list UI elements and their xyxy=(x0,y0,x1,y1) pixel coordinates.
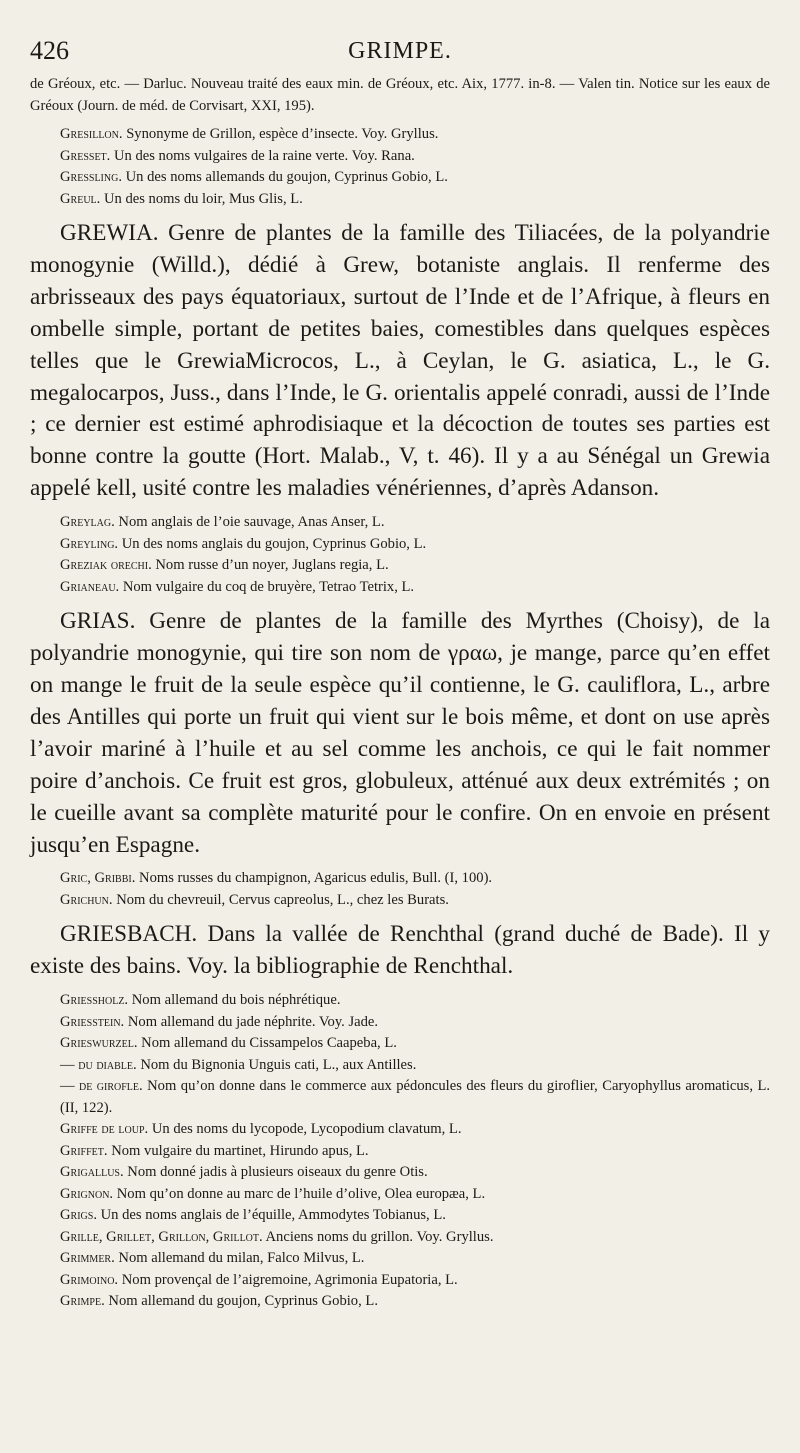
main-entry xyxy=(30,919,770,983)
entry-term: Greziak orechi. xyxy=(60,557,152,574)
entry-text: Synonyme de Grillon, espèce d’insecte. Voy. Gryllus. xyxy=(126,126,439,142)
entry-text: Nom qu’on donne au marc de l’huile d’olive, Olea europæa, L. xyxy=(116,1185,486,1202)
entry-term: Grigallus. xyxy=(60,1164,124,1181)
entry-text: Nom qu’on donne dans le commerce aux pédoncules des fleurs du giroflier, Caryophyllus aromaticus, L. (II, 122). xyxy=(60,1078,771,1116)
entry-text: Anciens noms du grillon. Voy. Gryllus. xyxy=(265,1228,494,1245)
entry xyxy=(60,1227,770,1249)
entry xyxy=(60,555,770,577)
entry-text: Nom donné jadis à plusieurs oiseaux du genre Otis. xyxy=(127,1164,428,1181)
entry xyxy=(60,167,770,189)
main-entry xyxy=(30,606,770,861)
entry-text: Un des noms anglais du goujon, Cyprinus Gobio, L. xyxy=(121,535,427,552)
entry xyxy=(60,189,770,211)
entry-text: Un des noms allemands du goujon, Cyprinus Gobio, L. xyxy=(125,169,448,185)
page-header xyxy=(30,36,770,70)
entry-term: Gric, Gribbi. xyxy=(60,870,136,887)
entry-term: — de girofle. xyxy=(60,1078,143,1095)
entry-text: Nom provençal de l’aigremoine, Agrimonia Eupatoria, L. xyxy=(121,1271,458,1288)
entry-text: Nom du Bignonia Unguis cati, L., aux Antilles. xyxy=(140,1056,417,1073)
entry xyxy=(60,577,770,599)
entry-text: Nom russe d’un noyer, Juglans regia, L. xyxy=(155,557,389,574)
entry-term: Griessholz. xyxy=(60,992,129,1009)
entry xyxy=(60,1119,770,1141)
entry-term: Griffe de loup. xyxy=(60,1121,149,1138)
entry-text: Noms russes du champignon, Agaricus edulis, Bull. (I, 100). xyxy=(139,870,493,887)
entry-term: Gressling. xyxy=(60,169,122,185)
main-entry-term: GRIESBACH. xyxy=(60,921,198,948)
entry-text: Nom allemand du milan, Falco Milvus, L. xyxy=(118,1250,365,1267)
page-body xyxy=(30,74,770,1313)
entry xyxy=(60,990,770,1012)
running-title: GRIMPE. xyxy=(348,38,452,64)
main-entry-text: Genre de plantes de la famille des Myrthes (Choisy), de la polyandrie monogynie, qui tire son nom de γραω, je mange, parce qu’en effet on mange le fruit de la seule espèce qu’il contienne, le G. cauliflora, L., arbre des Antilles qui porte un fruit qui vient sur le bois même, et dont on use après l’avoir mariné à l’huile et au sel comme les anchois, ce qui le fait nommer poire d’anchois. Ce fruit est gros, globuleux, atténué aux deux extrémités ; on le cueille avant sa complète maturité pour le confire. On en envoie en présent jusqu’en Espagne. xyxy=(30,608,771,858)
entry-term: — du diable. xyxy=(60,1056,137,1073)
entry xyxy=(60,1076,770,1119)
entry-text: Nom allemand du jade néphrite. Voy. Jade. xyxy=(127,1013,379,1030)
entry-term: Greylag. xyxy=(60,514,115,531)
entry-text: Un des noms du lycopode, Lycopodium clavatum, L. xyxy=(151,1121,462,1138)
entry xyxy=(60,1291,770,1313)
entry-term: Gresset. xyxy=(60,147,111,164)
entry-term: Gresillon. xyxy=(60,126,123,142)
entry xyxy=(60,1055,770,1077)
entry-term: Grimoino. xyxy=(60,1271,119,1288)
entry-term: Griffet. xyxy=(60,1142,108,1159)
entry-term: Griesstein. xyxy=(60,1013,125,1030)
entry xyxy=(60,1270,770,1292)
entry xyxy=(60,1141,770,1163)
entry xyxy=(60,868,770,890)
entry-text: Nom allemand du goujon, Cyprinus Gobio, L. xyxy=(108,1293,378,1310)
entry xyxy=(60,512,770,534)
entry-text: Un des noms du loir, Mus Glis, L. xyxy=(103,190,303,207)
entry-term: Grichun. xyxy=(60,891,113,908)
entry-text: Nom du chevreuil, Cervus capreolus, L., chez les Burats. xyxy=(116,891,449,908)
main-entry-term: GRIAS. xyxy=(60,608,136,635)
main-entry-text: Genre de plantes de la famille des Tiliacées, de la polyandrie monogynie (Willd.), dédié à Grew, botaniste anglais. Il renferme des arbrisseaux des pays équatoriaux, surtout de l’Inde et de l’Afrique, à fleurs en ombelle simple, portant de petites baies, comestibles dans quelques espèces telles que le GrewiaMicrocos, L., à Ceylan, le G. asiatica, L., le G. megalocarpos, Juss., dans l’Inde, le G. orientalis appelé conradi, aussi de l’Inde ; ce dernier est estimé aphrodisiaque et la décoction de toutes ses parties est bonne contre la goutte (Hort. Malab., V, t. 46). Il y a au Sénégal un Grewia appelé kell, usité contre les maladies vénériennes, d’après Adanson. xyxy=(30,220,770,502)
entry-text: Nom allemand du Cissampelos Caapeba, L. xyxy=(141,1035,397,1052)
entry-text: Un des noms anglais de l’équille, Ammodytes Tobianus, L. xyxy=(100,1207,446,1224)
entry xyxy=(60,1162,770,1184)
entry xyxy=(60,1248,770,1270)
entry-term: Greyling. xyxy=(60,535,119,552)
entry-continuation: de Gréoux, etc. — Darluc. Nouveau traité des eaux min. de Gréoux, etc. Aix, 1777. in-8. — Valen tin. Notice sur les eaux de Gréoux (Journ. de méd. de Corvisart, XXI, 195). xyxy=(30,76,770,114)
entry xyxy=(60,1033,770,1055)
entry-term: Grigs. xyxy=(60,1207,97,1224)
entry xyxy=(60,146,770,168)
main-entry-term: GREWIA. xyxy=(60,220,159,246)
main-entry-text: Dans la vallée de Renchthal (grand duché de Bade). Il y existe des bains. Voy. la bibliographie de Renchthal. xyxy=(30,921,771,980)
entry-text: Nom vulgaire du coq de bruyère, Tetrao Tetrix, L. xyxy=(122,578,415,595)
entry-text: Nom allemand du bois néphrétique. xyxy=(131,992,341,1009)
entry-term: Grieswurzel. xyxy=(60,1035,138,1052)
entry xyxy=(60,890,770,912)
main-entry xyxy=(30,218,770,505)
entry xyxy=(60,1205,770,1227)
entry-term: Grille, Grillet, Grillon, Grillot. xyxy=(60,1228,263,1245)
entry-term: Grignon. xyxy=(60,1185,114,1202)
entry-term: Greul. xyxy=(60,190,101,207)
entry xyxy=(60,1184,770,1206)
page-number: 426 xyxy=(30,36,69,65)
entry xyxy=(60,1012,770,1034)
entry-term: Grimpe. xyxy=(60,1293,105,1310)
entry xyxy=(60,534,770,556)
entry-text: Nom vulgaire du martinet, Hirundo apus, L. xyxy=(111,1142,369,1159)
entry-text: Un des noms vulgaires de la raine verte. Voy. Rana. xyxy=(113,147,415,164)
entry-term: Grianeau. xyxy=(60,578,120,595)
entry-text: Nom anglais de l’oie sauvage, Anas Anser, L. xyxy=(118,514,385,531)
entry-term: Grimmer. xyxy=(60,1250,115,1267)
entry xyxy=(60,124,770,146)
